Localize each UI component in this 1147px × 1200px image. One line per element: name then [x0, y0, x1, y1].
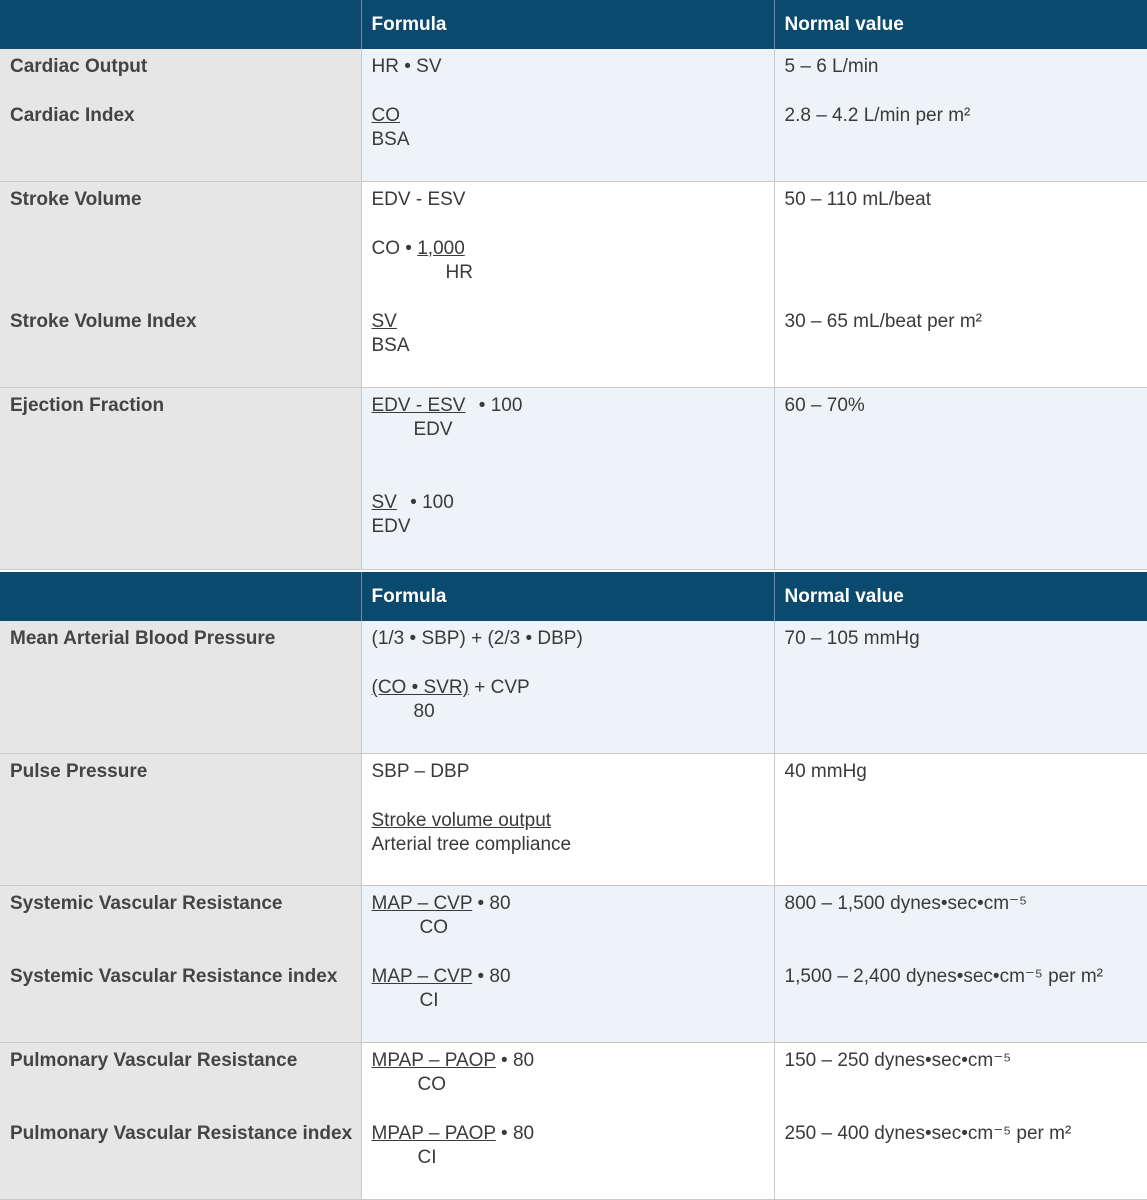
pvri-value: 250 – 400 dynes•sec•cm⁻⁵ per m²	[784, 1122, 1072, 1144]
table-row	[0, 181, 1147, 387]
cardiac-index-formula-denominator: BSA	[371, 129, 410, 150]
pvri-label: Pulmonary Vascular Resistance index	[10, 1122, 353, 1144]
header-formula: Formula	[361, 572, 774, 621]
ejection-fraction-label: Ejection Fraction	[10, 394, 165, 416]
table-row	[0, 387, 1147, 569]
map-formula-2: (CO • SVR) + CVP	[371, 677, 530, 698]
svr-label: Systemic Vascular Resistance	[10, 892, 283, 914]
pressure-resistance-table	[0, 572, 1147, 1200]
header-parameter	[0, 572, 361, 621]
value-cell	[774, 181, 1147, 387]
table-row	[0, 753, 1147, 885]
table-header-row	[0, 572, 1147, 621]
header-normal-value: Normal value	[774, 0, 1147, 49]
ejection-fraction-formula-1-denominator: EDV	[413, 418, 453, 440]
cardiac-index-value: 2.8 – 4.2 L/min per m²	[784, 105, 971, 126]
svr-formula: MAP – CVP • 80	[371, 892, 511, 914]
formula-cell	[361, 1042, 774, 1199]
pulse-pressure-label: Pulse Pressure	[10, 760, 148, 782]
value-cell	[774, 1042, 1147, 1199]
pvr-formula: MPAP – PAOP • 80	[371, 1049, 535, 1071]
stroke-volume-label: Stroke Volume	[10, 188, 142, 210]
map-value: 70 – 105 mmHg	[784, 628, 920, 649]
table-row	[0, 49, 1147, 181]
table-row	[0, 885, 1147, 1042]
svri-formula-denominator: CI	[419, 989, 439, 1011]
stroke-volume-formula-2: CO • 1,000	[371, 237, 465, 259]
svri-label: Systemic Vascular Resistance index	[10, 965, 338, 987]
pulse-pressure-formula-2-denominator: Arterial tree compliance	[371, 833, 572, 855]
value-cell	[774, 387, 1147, 569]
stroke-volume-formula-1: EDV - ESV	[371, 188, 466, 210]
pvri-formula-denominator: CI	[417, 1146, 437, 1168]
parameter-cell	[0, 885, 361, 1042]
map-label: Mean Arterial Blood Pressure	[10, 628, 276, 649]
stroke-volume-index-label: Stroke Volume Index	[10, 310, 197, 332]
header-formula: Formula	[361, 0, 774, 49]
ejection-fraction-value: 60 – 70%	[784, 394, 865, 416]
cardiac-output-value: 5 – 6 L/min	[784, 56, 879, 77]
ejection-fraction-formula-2: SV • 100	[371, 491, 454, 513]
svr-value: 800 – 1,500 dynes•sec•cm⁻⁵	[784, 892, 1027, 914]
stroke-volume-value: 50 – 110 mL/beat	[784, 188, 931, 210]
svr-formula-denominator: CO	[419, 916, 448, 938]
svri-formula: MAP – CVP • 80	[371, 965, 511, 987]
table-header-row	[0, 0, 1147, 49]
parameter-cell	[0, 387, 361, 569]
parameter-cell	[0, 753, 361, 885]
parameter-cell	[0, 49, 361, 181]
ejection-fraction-formula-2-denominator: EDV	[371, 515, 411, 537]
svri-value: 1,500 – 2,400 dynes•sec•cm⁻⁵ per m²	[784, 965, 1103, 987]
formula-cell	[361, 885, 774, 1042]
header-normal-value: Normal value	[774, 572, 1147, 621]
formula-cell	[361, 181, 774, 387]
table-row	[0, 621, 1147, 753]
pvr-value: 150 – 250 dynes•sec•cm⁻⁵	[784, 1049, 1012, 1071]
pulse-pressure-value: 40 mmHg	[784, 760, 867, 782]
value-cell	[774, 885, 1147, 1042]
value-cell	[774, 753, 1147, 885]
formula-cell	[361, 753, 774, 885]
ejection-fraction-formula-1: EDV - ESV • 100	[371, 394, 523, 416]
formula-cell	[361, 621, 774, 753]
value-cell	[774, 49, 1147, 181]
parameter-cell	[0, 181, 361, 387]
pvr-formula-denominator: CO	[417, 1073, 446, 1095]
cardiac-output-label: Cardiac Output	[10, 56, 148, 77]
table-row	[0, 1042, 1147, 1199]
value-cell	[774, 621, 1147, 753]
formula-cell	[361, 49, 774, 181]
header-parameter	[0, 0, 361, 49]
stroke-volume-formula-2-denominator: HR	[445, 261, 473, 283]
pulse-pressure-formula-2-numerator: Stroke volume output	[371, 809, 552, 831]
map-formula-1: (1/3 • SBP) + (2/3 • DBP)	[371, 628, 583, 649]
map-formula-2-denominator: 80	[413, 701, 435, 722]
stroke-volume-index-value: 30 – 65 mL/beat per m²	[784, 310, 982, 332]
cardiac-index-formula-numerator: CO	[371, 105, 400, 126]
parameter-cell	[0, 621, 361, 753]
cardiac-function-table	[0, 0, 1147, 570]
formula-cell	[361, 387, 774, 569]
stroke-volume-index-denominator: BSA	[371, 334, 410, 356]
cardiac-index-label: Cardiac Index	[10, 105, 135, 126]
stroke-volume-index-numerator: SV	[371, 310, 397, 332]
cardiac-output-formula: HR • SV	[371, 56, 442, 77]
pvr-label: Pulmonary Vascular Resistance	[10, 1049, 298, 1071]
pvri-formula: MPAP – PAOP • 80	[371, 1122, 535, 1144]
pulse-pressure-formula-1: SBP – DBP	[371, 760, 470, 782]
parameter-cell	[0, 1042, 361, 1199]
